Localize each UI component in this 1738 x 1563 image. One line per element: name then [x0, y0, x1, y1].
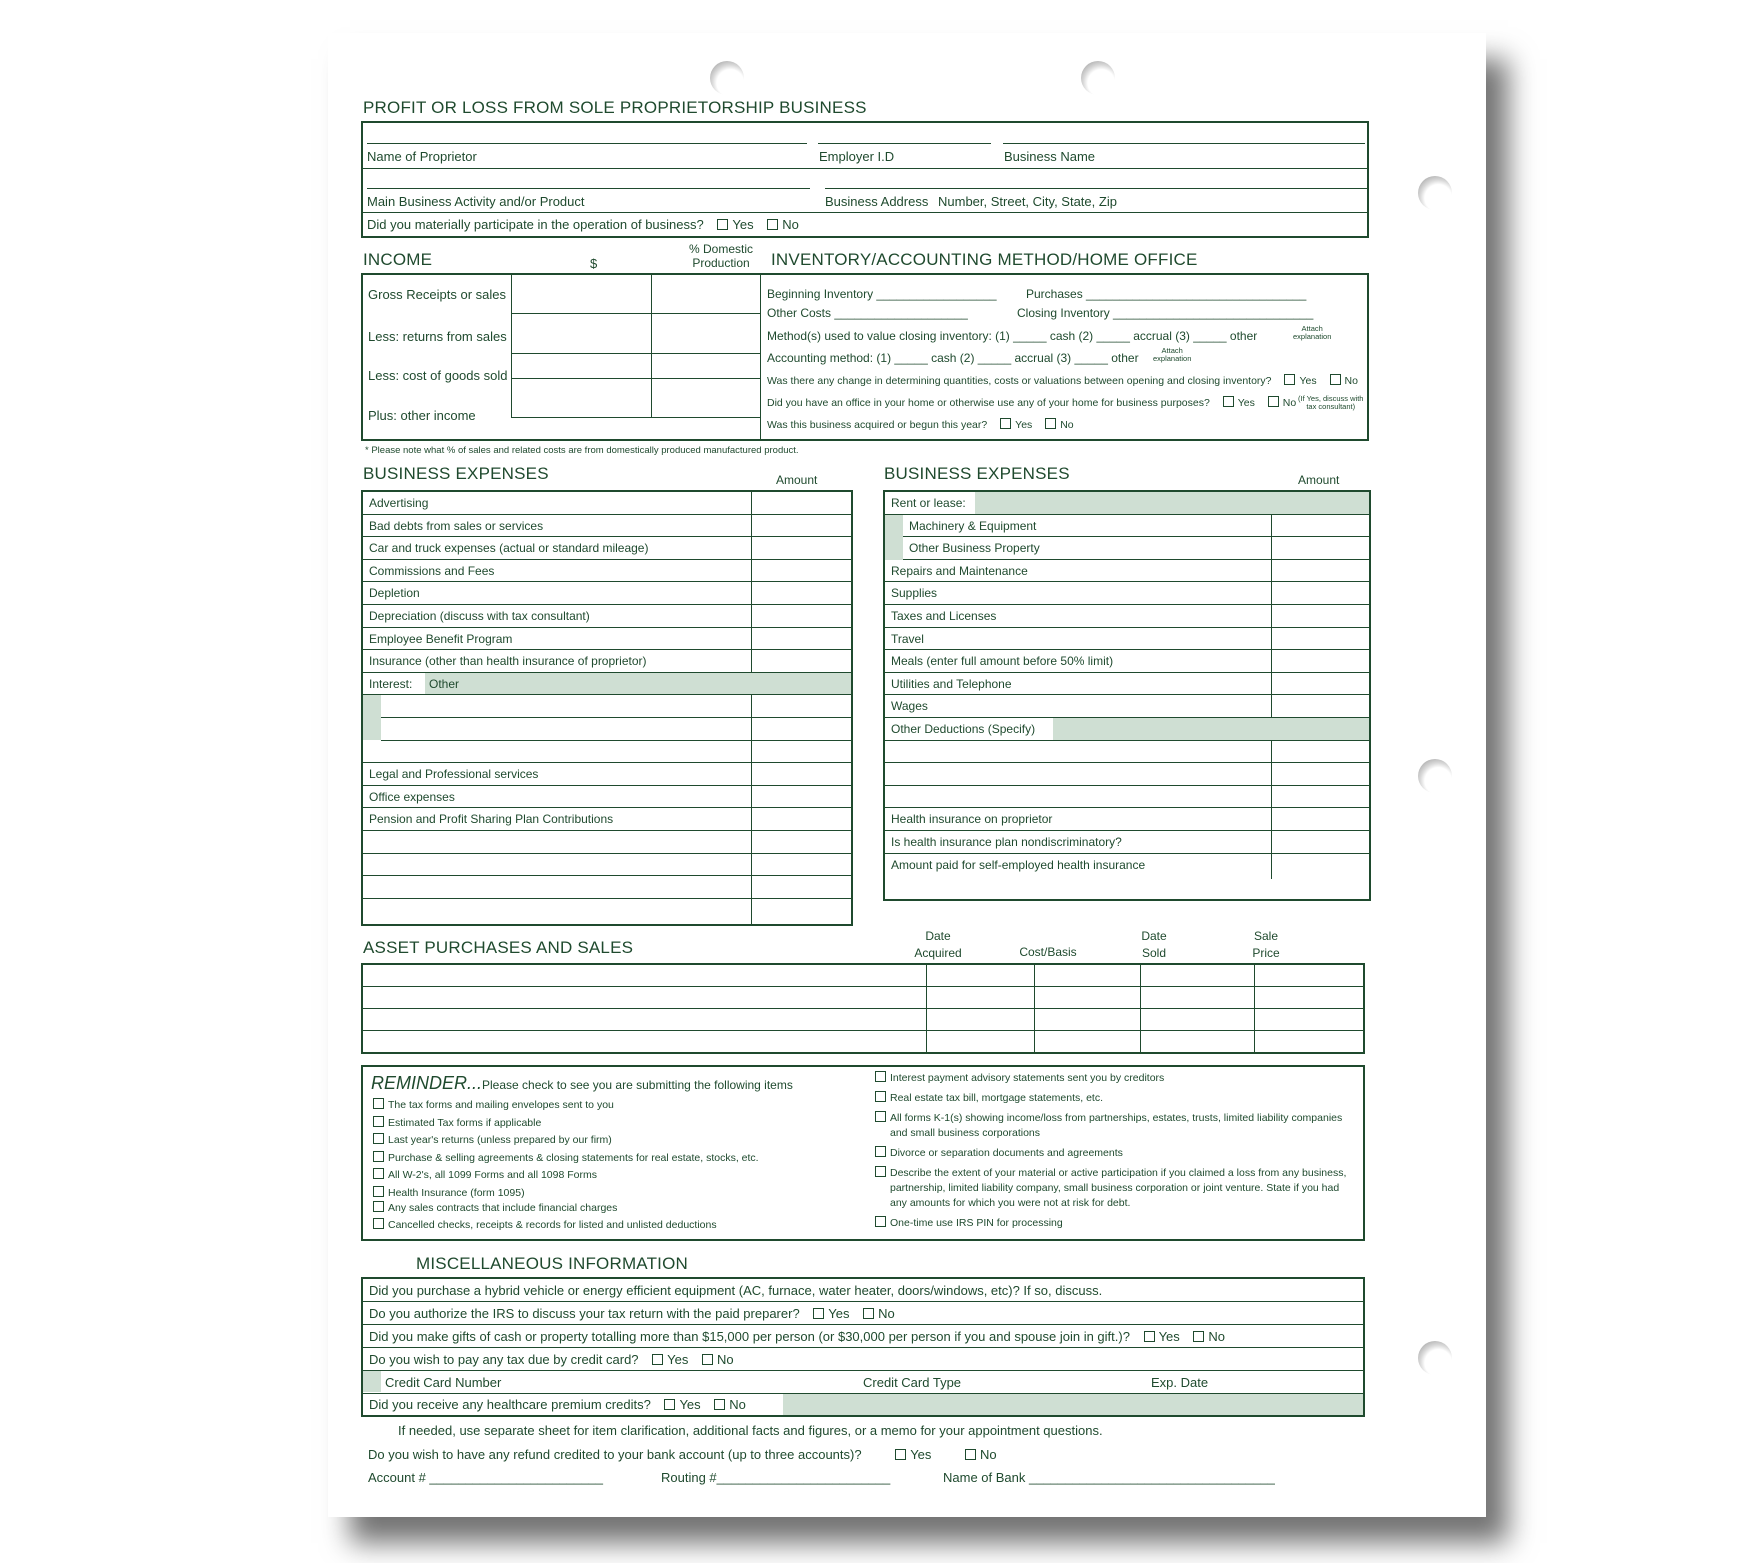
amount-field[interactable]	[751, 650, 851, 672]
amount-field[interactable]	[751, 899, 851, 924]
yes-label: Yes	[1015, 419, 1033, 431]
gifts-yes-checkbox[interactable]	[1144, 1331, 1155, 1342]
expense-utilities: Utilities and Telephone	[891, 676, 1012, 691]
amount-field[interactable]	[1271, 560, 1369, 582]
reminder-checkbox[interactable]	[373, 1116, 384, 1127]
reminder-checkbox[interactable]	[875, 1071, 886, 1082]
credit-card-number-label[interactable]: Credit Card Number	[385, 1375, 502, 1390]
reminder-item: Purchase & selling agreements & closing statements for real estate, stocks, etc.	[388, 1151, 759, 1164]
amount-field[interactable]	[751, 560, 851, 582]
participate-no-checkbox[interactable]	[767, 219, 778, 230]
home-office-text: Did you have an office in your home or otherwise use any of your home for business purposes?	[767, 397, 1210, 409]
business-acquired-yes-checkbox[interactable]	[1000, 418, 1011, 429]
expense-office: Office expenses	[369, 789, 455, 804]
reminder-heading	[371, 1073, 793, 1094]
amount-field[interactable]	[1271, 537, 1369, 559]
income-row-other: Plus: other income	[368, 408, 476, 423]
inventory-change-yes-checkbox[interactable]	[1284, 374, 1295, 385]
date-acquired-line2: Acquired	[914, 946, 962, 960]
attach-line1: Attach	[1301, 324, 1323, 333]
reminder-item: Describe the extent of your material or active participation if you claimed a loss from any business,	[890, 1167, 1347, 1179]
reminder-item: All forms K-1(s) showing income/loss from partnerships, estates, trusts, limited liability companies	[890, 1112, 1343, 1124]
income-row-returns: Less: returns from sales	[368, 329, 507, 344]
reminder-checkbox[interactable]	[373, 1218, 384, 1229]
expense-supplies: Supplies	[891, 586, 938, 601]
business-acquired-no-checkbox[interactable]	[1045, 418, 1056, 429]
no-label: No	[980, 1447, 997, 1462]
inventory-title: INVENTORY/ACCOUNTING METHOD/HOME OFFICE	[771, 250, 1198, 269]
yes-label: Yes	[1237, 397, 1255, 409]
no-label: No	[1208, 1329, 1226, 1344]
reminder-checkbox[interactable]	[373, 1151, 384, 1162]
beginning-inventory-line[interactable]: Beginning Inventory __________________	[767, 287, 997, 301]
sale-price-header	[1216, 928, 1316, 962]
gifts-question	[369, 1329, 1225, 1344]
amount-field[interactable]	[751, 492, 851, 514]
other-deductions-label: Other Deductions (Specify)	[891, 722, 1036, 736]
account-number-field[interactable]: Account # ________________________	[368, 1470, 603, 1485]
amount-field[interactable]	[1271, 831, 1369, 853]
irs-no-checkbox[interactable]	[863, 1308, 874, 1319]
reminder-left-list	[373, 1097, 759, 1235]
yes-label: Yes	[828, 1306, 850, 1321]
binder-hole	[710, 61, 744, 95]
amount-field[interactable]	[751, 582, 851, 604]
binder-hole	[1081, 61, 1115, 95]
amount-field[interactable]	[751, 695, 851, 717]
assets-title: ASSET PURCHASES AND SALES	[363, 938, 634, 957]
expense-depreciation: Depreciation (discuss with tax consultant)	[369, 609, 590, 623]
credit-card-exp-label[interactable]: Exp. Date	[1151, 1375, 1209, 1390]
yes-label: Yes	[679, 1397, 701, 1412]
expense-meals: Meals (enter full amount before 50% limit)	[891, 654, 1114, 669]
reminder-checkbox[interactable]	[373, 1186, 384, 1197]
reminder-right-list	[875, 1071, 1346, 1231]
participate-question-text: Did you materially participate in the operation of business?	[367, 217, 704, 232]
amount-field[interactable]	[751, 808, 851, 830]
healthcare-yes-checkbox[interactable]	[664, 1399, 675, 1410]
no-label: No	[729, 1397, 746, 1412]
expense-legal: Legal and Professional services	[369, 767, 539, 782]
accounting-method-line[interactable]: Accounting method: (1) _____ cash (2) _____ accrual (3) _____ other	[767, 351, 1139, 365]
participate-yes-checkbox[interactable]	[717, 219, 728, 230]
attach-line2: explanation	[1153, 354, 1192, 363]
amount-field[interactable]	[751, 718, 851, 740]
amount-field[interactable]	[1271, 515, 1369, 537]
right-expenses-title: BUSINESS EXPENSES	[884, 464, 1070, 483]
reminder-checkbox[interactable]	[373, 1201, 384, 1212]
reminder-box	[361, 1065, 1365, 1241]
interest-other-label: Other	[429, 676, 460, 691]
amount-field[interactable]	[751, 537, 851, 559]
expense-self-employed-health: Amount paid for self-employed health insurance	[891, 857, 1146, 872]
reminder-item: One-time use IRS PIN for processing	[890, 1217, 1063, 1229]
no-label: No	[1282, 397, 1297, 409]
reminder-checkbox[interactable]	[875, 1091, 886, 1102]
yes-label: Yes	[910, 1447, 932, 1462]
expense-commissions: Commissions and Fees	[369, 563, 495, 578]
office-note-line1: (If Yes, discuss with	[1298, 394, 1364, 403]
pct-domestic-header-line1: % Domestic	[688, 242, 753, 256]
refund-yes-checkbox[interactable]	[895, 1449, 906, 1460]
amount-field[interactable]	[1271, 695, 1369, 717]
left-amount-header: Amount	[776, 473, 818, 487]
rent-other-property: Other Business Property	[909, 541, 1040, 556]
reminder-checkbox[interactable]	[875, 1146, 886, 1157]
closing-inventory-line[interactable]: Closing Inventory ______________________________	[1017, 306, 1314, 320]
pct-domestic-header	[686, 242, 756, 270]
reminder-item: Cancelled checks, receipts & records for listed and unlisted deductions	[388, 1219, 717, 1232]
reminder-checkbox[interactable]	[373, 1168, 384, 1179]
reminder-item-cont: any amounts for which you were not at risk for debt.	[890, 1197, 1131, 1209]
refund-question-text: Do you wish to have any refund credited to your bank account (up to three accounts)?	[368, 1447, 862, 1462]
left-expenses-title: BUSINESS EXPENSES	[363, 464, 549, 483]
reminder-item-cont: and small business corporations	[890, 1127, 1040, 1139]
form-page	[328, 33, 1486, 1517]
name-of-proprietor-label: Name of Proprietor	[367, 149, 477, 164]
home-office-question	[767, 396, 1296, 409]
right-amount-header: Amount	[1298, 473, 1340, 487]
amount-field[interactable]	[1271, 650, 1369, 672]
irs-yes-checkbox[interactable]	[813, 1308, 824, 1319]
amount-field[interactable]	[751, 786, 851, 808]
dollar-column-header: $	[590, 256, 598, 271]
binder-hole	[1418, 1341, 1452, 1375]
reminder-subtitle: Please check to see you are submitting the following items	[482, 1078, 793, 1092]
reminder-checkbox[interactable]	[373, 1098, 384, 1109]
yes-label: Yes	[1158, 1329, 1180, 1344]
attach-line1: Attach	[1161, 346, 1183, 355]
credit-card-question-text: Do you wish to pay any tax due by credit card?	[369, 1352, 639, 1367]
irs-question-text: Do you authorize the IRS to discuss your tax return with the paid preparer?	[369, 1306, 800, 1321]
reminder-item: Interest payment advisory statements sent you by creditors	[890, 1072, 1165, 1084]
irs-question	[369, 1306, 895, 1321]
attach-line2: explanation	[1293, 332, 1332, 341]
credit-card-no-checkbox[interactable]	[702, 1354, 713, 1365]
amount-field[interactable]	[1271, 763, 1369, 785]
reminder-item: Last year's returns (unless prepared by our firm)	[388, 1134, 612, 1147]
reminder-checkbox[interactable]	[373, 1133, 384, 1144]
amount-field[interactable]	[751, 763, 851, 785]
reminder-item: Any sales contracts that include financial charges	[388, 1201, 618, 1214]
inventory-change-no-checkbox[interactable]	[1330, 374, 1341, 385]
no-label: No	[717, 1352, 734, 1367]
amount-field[interactable]	[1271, 605, 1369, 627]
binder-hole	[1418, 176, 1452, 210]
interest-label: Interest:	[369, 676, 413, 691]
reminder-checkbox[interactable]	[875, 1216, 886, 1227]
binder-hole	[1418, 759, 1452, 793]
amount-field[interactable]	[1271, 786, 1369, 808]
participate-question	[367, 217, 799, 232]
credit-card-type-label[interactable]: Credit Card Type	[863, 1375, 962, 1390]
business-acquired-question	[767, 418, 1074, 431]
amount-field[interactable]	[751, 628, 851, 650]
date-acquired-header	[888, 928, 988, 962]
business-acquired-text: Was this business acquired or begun this year?	[767, 419, 988, 431]
rent-machinery: Machinery & Equipment	[909, 518, 1037, 533]
income-row-cogs: Less: cost of goods sold	[368, 368, 508, 383]
income-row-gross: Gross Receipts or sales	[368, 287, 506, 302]
routing-number-field[interactable]: Routing #________________________	[661, 1470, 891, 1485]
hybrid-question: Did you purchase a hybrid vehicle or energy efficient equipment (AC, furnace, water heater, doors/windows, etc)? If so, discuss.	[369, 1283, 1103, 1298]
refund-question	[368, 1447, 997, 1462]
home-office-no-checkbox[interactable]	[1268, 396, 1279, 407]
purchases-line[interactable]: Purchases _________________________________	[1026, 287, 1307, 301]
office-consultant-note	[1298, 395, 1363, 411]
form-title: PROFIT OR LOSS FROM SOLE PROPRIETORSHIP BUSINESS	[363, 98, 867, 117]
domestic-production-note: * Please note what % of sales and related costs are from domestically produced manufactured product.	[365, 445, 799, 456]
amount-field[interactable]	[751, 741, 851, 763]
misc-title: MISCELLANEOUS INFORMATION	[416, 1254, 688, 1273]
amount-field[interactable]	[751, 605, 851, 627]
date-acquired-line1: Date	[925, 929, 951, 943]
income-inventory-box	[361, 273, 1369, 441]
proprietor-info-box	[361, 121, 1369, 238]
expense-car-truck: Car and truck expenses (actual or standard mileage)	[369, 541, 649, 556]
reminder-item: Divorce or separation documents and agreements	[890, 1147, 1123, 1159]
expense-advertising: Advertising	[369, 496, 429, 510]
right-expenses-table	[883, 490, 1371, 901]
other-costs-line[interactable]: Other Costs ____________________	[767, 306, 968, 320]
pct-domestic-header-line2: Production	[692, 256, 750, 270]
bank-name-field[interactable]: Name of Bank __________________________________	[943, 1470, 1275, 1485]
amount-field[interactable]	[751, 831, 851, 853]
no-label: No	[878, 1306, 895, 1321]
no-label: No	[1060, 419, 1074, 431]
amount-field[interactable]	[1271, 854, 1369, 879]
inventory-change-text: Was there any change in determining quantities, costs or valuations between opening and closing inventory?	[767, 375, 1272, 387]
rent-lease-label: Rent or lease:	[891, 496, 966, 510]
reminder-item-cont: partnership, limited liability company, small business corporation or joint venture. State if you had	[890, 1182, 1340, 1194]
date-sold-line1: Date	[1141, 929, 1167, 943]
gifts-question-text: Did you make gifts of cash or property totalling more than $15,000 per person (or $30,000 per person if you and spouse join in gift.)?	[369, 1329, 1130, 1344]
expense-bad-debts: Bad debts from sales or services	[369, 518, 544, 533]
sale-price-line2: Price	[1252, 946, 1280, 960]
amount-field[interactable]	[1271, 628, 1369, 650]
employer-id-label: Employer I.D	[819, 149, 895, 164]
yes-label: Yes	[1299, 375, 1317, 387]
misc-box	[361, 1277, 1365, 1417]
amount-field[interactable]	[751, 876, 851, 898]
home-office-yes-checkbox[interactable]	[1223, 396, 1234, 407]
business-name-label: Business Name	[1004, 149, 1096, 164]
amount-field[interactable]	[1271, 673, 1369, 695]
main-activity-label: Main Business Activity and/or Product	[367, 194, 585, 209]
attach-explanation-note	[1293, 325, 1331, 341]
yes-label: Yes	[732, 217, 754, 232]
expense-taxes: Taxes and Licenses	[891, 609, 997, 623]
expense-employee-benefit: Employee Benefit Program	[369, 631, 513, 646]
reminder-checkbox[interactable]	[875, 1166, 886, 1177]
inventory-change-question	[767, 374, 1358, 387]
cost-basis-header: Cost/Basis	[1019, 945, 1077, 959]
amount-field[interactable]	[1271, 808, 1369, 830]
no-label: No	[782, 217, 799, 232]
address-hint: Number, Street, City, State, Zip	[938, 194, 1117, 209]
credit-card-yes-checkbox[interactable]	[652, 1354, 663, 1365]
income-title: INCOME	[363, 250, 433, 269]
amount-field[interactable]	[1271, 582, 1369, 604]
reminder-checkbox[interactable]	[875, 1111, 886, 1122]
refund-no-checkbox[interactable]	[965, 1449, 976, 1460]
reminder-title: REMINDER...	[371, 1073, 483, 1093]
left-expenses-table	[361, 490, 853, 926]
expense-insurance: Insurance (other than health insurance of proprietor)	[369, 654, 647, 669]
expense-pension: Pension and Profit Sharing Plan Contributions	[369, 812, 614, 827]
reminder-item: Real estate tax bill, mortgage statements, etc.	[890, 1092, 1104, 1104]
expense-health-proprietor: Health insurance on proprietor	[891, 812, 1053, 827]
office-note-line2: tax consultant)	[1306, 402, 1356, 411]
credit-card-question	[369, 1352, 734, 1367]
no-label: No	[1344, 375, 1358, 387]
healthcare-no-checkbox[interactable]	[714, 1399, 725, 1410]
expense-health-nondiscrim: Is health insurance plan nondiscriminatory?	[891, 835, 1122, 849]
healthcare-question-text: Did you receive any healthcare premium credits?	[369, 1397, 651, 1412]
expense-repairs: Repairs and Maintenance	[891, 563, 1028, 578]
amount-field[interactable]	[751, 515, 851, 537]
amount-field[interactable]	[751, 854, 851, 876]
amount-field[interactable]	[1271, 741, 1369, 763]
business-address-label: Business Address	[825, 194, 929, 209]
reminder-item: The tax forms and mailing envelopes sent to you	[388, 1099, 614, 1111]
date-sold-header	[1104, 928, 1204, 962]
valuation-method-line[interactable]: Method(s) used to value closing inventory: (1) _____ cash (2) _____ accrual (3) _____ other	[767, 329, 1258, 343]
reminder-item: Health Insurance (form 1095)	[388, 1186, 525, 1199]
healthcare-credits-question	[369, 1397, 746, 1412]
sale-price-line1: Sale	[1253, 929, 1279, 943]
yes-label: Yes	[667, 1352, 689, 1367]
date-sold-line2: Sold	[1141, 946, 1167, 960]
gifts-no-checkbox[interactable]	[1193, 1331, 1204, 1342]
separate-sheet-note: If needed, use separate sheet for item clarification, additional facts and figures, or a memo for your appointment questions.	[398, 1423, 1103, 1438]
attach-explanation-note-2	[1153, 347, 1191, 363]
expense-wages: Wages	[891, 699, 928, 714]
reminder-item: Estimated Tax forms if applicable	[388, 1116, 542, 1129]
expense-depletion: Depletion	[369, 586, 420, 601]
reminder-item: All W-2's, all 1099 Forms and all 1098 Forms	[388, 1169, 597, 1182]
expense-travel: Travel	[891, 631, 924, 646]
assets-table[interactable]	[361, 963, 1365, 1054]
